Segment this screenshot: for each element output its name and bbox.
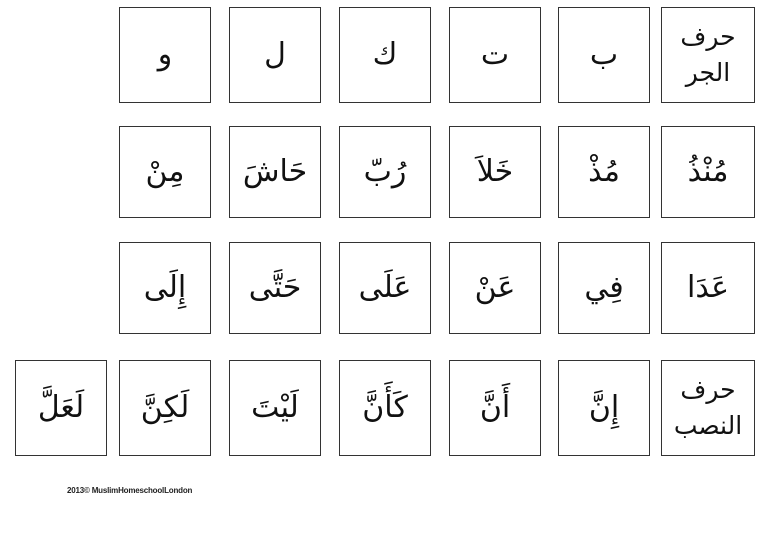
card-harf-an-nasb-label: [661, 360, 755, 456]
card-text: رُبّ: [363, 154, 407, 189]
card-text: و: [157, 37, 173, 72]
card-letter: [339, 7, 431, 103]
card-text: أَنَّ: [479, 390, 511, 425]
card-letter: [449, 7, 541, 103]
card-text: ك: [372, 37, 398, 72]
card-word: [661, 242, 755, 334]
card-text: ت: [480, 37, 510, 72]
card-text: مُذْ: [588, 154, 620, 189]
card-word: [449, 360, 541, 456]
card-text: حَاشَ: [242, 154, 308, 189]
card-letter: [119, 7, 211, 103]
card-letter: [229, 7, 321, 103]
card-word: [119, 126, 211, 218]
card-word: [339, 360, 431, 456]
card-word: [15, 360, 107, 456]
card-text: إِلَى: [143, 270, 187, 305]
card-word: [449, 242, 541, 334]
card-word: [339, 126, 431, 218]
copyright-footer: 2013© MuslimHomeschoolLondon: [67, 486, 193, 495]
card-text: مِنْ: [145, 154, 185, 189]
card-word: [339, 242, 431, 334]
card-text: مُنْذُ: [687, 154, 729, 189]
card-word: [449, 126, 541, 218]
card-harf-al-jarr-label: [661, 7, 755, 103]
card-word: [558, 360, 650, 456]
card-text: لَعَلَّ: [37, 390, 85, 425]
card-word: [119, 360, 211, 456]
card-text: إِنَّ: [588, 390, 620, 425]
card-text: لَيْتَ: [251, 390, 299, 425]
card-word: [119, 242, 211, 334]
card-word: [558, 242, 650, 334]
card-text: حرف النصب: [673, 374, 743, 440]
card-text: كَأَنَّ: [362, 390, 408, 425]
card-text: عَدَا: [687, 270, 729, 305]
card-text: خَلاَ: [476, 154, 514, 189]
card-text: ب: [589, 37, 619, 72]
card-word: [661, 126, 755, 218]
card-text: لَكِنَّ: [140, 390, 190, 425]
card-word: [229, 360, 321, 456]
card-letter: [558, 7, 650, 103]
card-text: حَتَّى: [248, 270, 302, 305]
card-text: عَلَى: [358, 270, 412, 305]
card-text: فِي: [584, 270, 624, 305]
card-word: [229, 242, 321, 334]
card-word: [558, 126, 650, 218]
card-text: ل: [264, 37, 286, 72]
card-text: حرف الجر: [680, 21, 736, 87]
card-word: [229, 126, 321, 218]
card-text: عَنْ: [474, 270, 516, 305]
